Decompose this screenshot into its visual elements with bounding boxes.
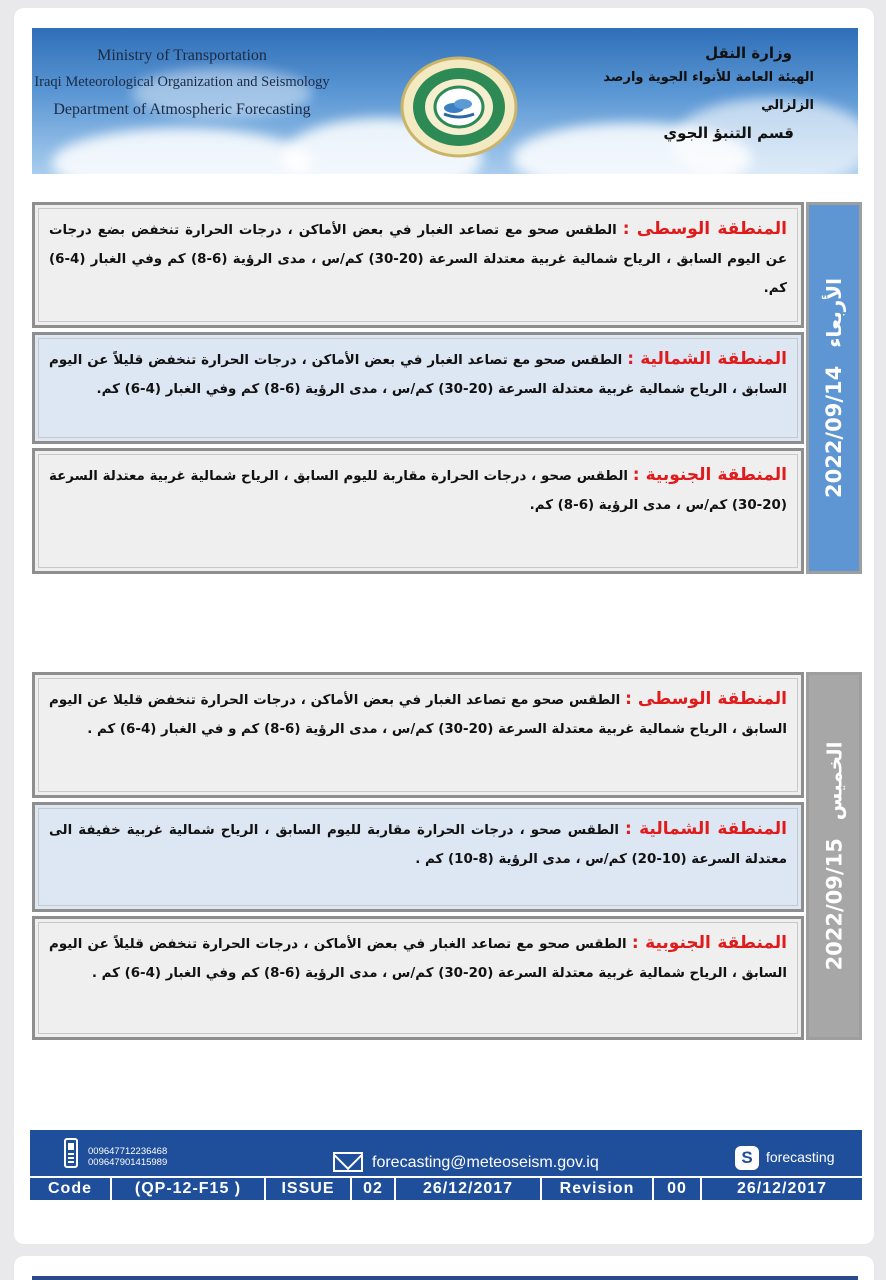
- skype-icon: S: [735, 1146, 759, 1170]
- region-forecast-text: الطقس صحو مع تصاعد الغبار في بعض الأماكن ، درجات الحرارة تنخفض قليلاً عن اليوم السابق ، الرياح شمالية غربية معتدلة السرعة (20-30) كم/س ، مدى الرؤية (6-8) كم وفي الغبار (4-6) كم .: [49, 937, 787, 981]
- date-bar-day2: [806, 672, 862, 1040]
- department-name-en: Department of Atmospheric Forecasting: [53, 101, 311, 118]
- header-banner: [32, 28, 858, 174]
- revision-value: 00: [654, 1178, 702, 1200]
- organization-seal-icon: [400, 56, 518, 158]
- department-name-ar: قسم التنبؤ الجوي: [663, 124, 794, 142]
- next-page-banner-strip: [32, 1276, 858, 1280]
- region-north-day2: [32, 802, 804, 912]
- header-arabic-text: [554, 42, 814, 146]
- document-page: [14, 8, 874, 1244]
- issue-label: ISSUE: [266, 1178, 352, 1200]
- next-page-edge: [14, 1256, 874, 1280]
- region-central-day2: [32, 672, 804, 798]
- forecast-day-name: الخميس: [822, 741, 847, 821]
- region-south-day1: [32, 448, 804, 574]
- region-north-day1: [32, 332, 804, 444]
- phone-number-2: 009647901415989: [88, 1157, 168, 1168]
- forecast-day-name: الأربعاء: [822, 277, 846, 348]
- forecast-day-2: [32, 672, 862, 1040]
- region-forecast-text: الطقس صحو ، درجات الحرارة مقاربة لليوم السابق ، الرياح شمالية غربية خفيفة الى معتدلة السرعة (10-20) كم/س ، مدى الرؤية (8-10) كم .: [49, 823, 787, 867]
- phone-icon: [64, 1138, 78, 1168]
- forecast-date: 2022/09/15: [822, 838, 847, 971]
- header-english-text: [32, 42, 332, 123]
- email-address[interactable]: forecasting@meteoseism.gov.iq: [372, 1154, 599, 1171]
- phone-numbers: [88, 1146, 167, 1168]
- date-bar-day1: [806, 202, 862, 574]
- region-south-day2: [32, 916, 804, 1040]
- document-footer: [30, 1130, 862, 1200]
- code-value: (QP-12-F15 ): [112, 1178, 266, 1200]
- region-forecast-text: الطقس صحو مع تصاعد الغبار في بعض الأماكن ، درجات الحرارة تنخفض قليلاً عن اليوم السابق ، الرياح شمالية غربية معتدلة السرعة (20-30) كم/س ، مدى الرؤية (6-8) كم وفي الغبار (4-6) كم.: [49, 353, 787, 397]
- organization-name-en: Iraqi Meteorological Organization and Seismology: [34, 74, 330, 90]
- region-name: المنطقة الجنوبية :: [632, 465, 787, 485]
- issue-date: 26/12/2017: [396, 1178, 542, 1200]
- skype-handle: forecasting: [766, 1149, 835, 1165]
- revision-label: Revision: [542, 1178, 654, 1200]
- code-label: Code: [30, 1178, 112, 1200]
- mail-icon: [333, 1152, 363, 1172]
- region-name: المنطقة الوسطى :: [625, 689, 787, 709]
- region-forecast-text: الطقس صحو مع تصاعد الغبار في بعض الأماكن ، درجات الحرارة تنخفض قليلا عن اليوم السابق ، الرياح شمالية غربية معتدلة السرعة (20-30) كم/س ، مدى الرؤية (6-8) كم و في الغبار (4-6) كم .: [49, 693, 787, 737]
- region-name: المنطقة الوسطى :: [622, 219, 787, 239]
- forecast-date: 2022/09/14: [822, 365, 846, 499]
- organization-name-ar: الهيئة العامة للأنواء الجوية وارصد الزلزالي: [603, 70, 814, 113]
- region-name: المنطقة الشمالية :: [627, 349, 787, 369]
- ministry-name-ar: وزارة النقل: [705, 44, 792, 62]
- phone-number-1: 009647712236468: [88, 1146, 168, 1157]
- revision-date: 26/12/2017: [736, 1180, 828, 1197]
- document-control-row: [30, 1176, 862, 1200]
- ministry-name-en: Ministry of Transportation: [97, 47, 267, 64]
- region-central-day1: [32, 202, 804, 328]
- region-name: المنطقة الشمالية :: [625, 819, 787, 839]
- region-name: المنطقة الجنوبية :: [631, 933, 787, 953]
- forecast-day-1: [32, 202, 862, 574]
- contact-row: [30, 1130, 862, 1176]
- issue-value: 02: [352, 1178, 396, 1200]
- region-forecast-text: الطقس صحو مع تصاعد الغبار في بعض الأماكن ، درجات الحرارة تنخفض بضع درجات عن اليوم السابق ، الرياح شمالية غربية معتدلة السرعة (20-30) كم/س ، مدى الرؤية (6-8) كم وفي الغبار (4-6) كم.: [49, 223, 787, 296]
- region-forecast-text: الطقس صحو ، درجات الحرارة مقاربة لليوم السابق ، الرياح شمالية غربية معتدلة السرعة (20-30) كم/س ، مدى الرؤية (6-8) كم.: [49, 469, 787, 513]
